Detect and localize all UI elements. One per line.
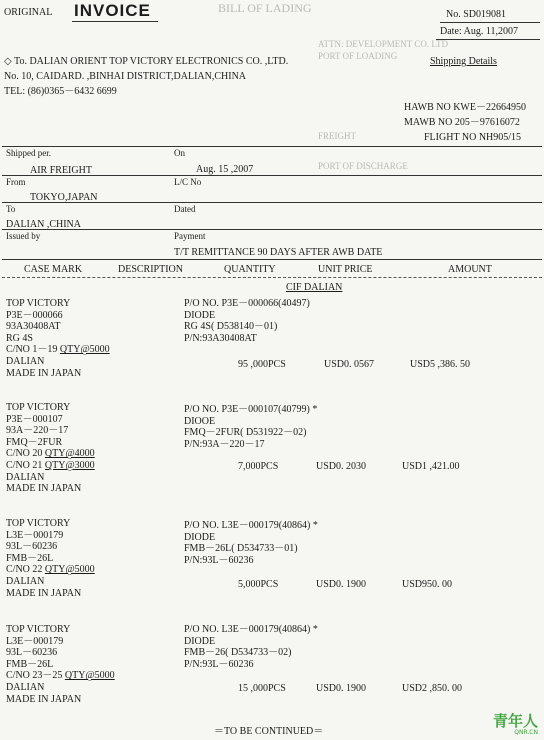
hawb-number: HAWB NO KWE－22664950 [404, 102, 526, 113]
invoice-title: INVOICE [74, 1, 151, 20]
site-watermark [493, 714, 538, 736]
rule-line [2, 202, 542, 203]
mawb-number: MAWB NO 205－97616072 [404, 117, 520, 128]
invoice-date: Date: Aug. 11,2007 [440, 26, 518, 37]
on-date-value: Aug. 15 ,2007 [196, 164, 254, 175]
carton-range-line [6, 564, 95, 576]
item-unit-price: USD0. 2030 [316, 461, 367, 472]
carton-number: C/NO 20 [6, 448, 43, 460]
case-mark-line: TOP VICTORY [6, 298, 71, 309]
case-mark-line: MADE IN JAPAN [6, 693, 82, 705]
continued-note: ＝TO BE CONTINUED＝ [214, 726, 324, 737]
case-mark-line: FMQ－2FUR [6, 436, 63, 448]
case-mark-line: P3E－000066 [6, 309, 63, 321]
case-mark-block [6, 518, 95, 599]
description-line: RG 4S( D538140－01) [184, 321, 278, 333]
dashed-rule [2, 277, 542, 278]
description-line: FMQ－2FUR( D531922－02) [184, 427, 307, 439]
flight-number: FLIGHT NO NH905/15 [424, 132, 522, 143]
bleed-through-text: ATTN: DEVELOPMENT CO. LTD [318, 39, 448, 49]
rule-line [2, 229, 542, 230]
case-mark-line: 93A30408AT [6, 321, 61, 333]
carton-quantity: QTY@5000 [64, 670, 115, 682]
bleed-through-text: PORT OF DISCHARGE [318, 161, 408, 171]
carton-quantity: QTY@4000 [44, 448, 95, 460]
carton-number: C/NO 23－25 [6, 670, 63, 682]
case-mark-line: FMB－26L [6, 552, 54, 564]
consignee-tel: TEL: (86)0365－6432 6699 [4, 86, 117, 97]
column-header-description: DESCRIPTION [118, 264, 184, 275]
description-line: DIODE [184, 531, 216, 543]
description-line: P/O NO. L3E－000179(40864) * [184, 624, 318, 635]
bleed-through-text: FREIGHT [318, 131, 356, 141]
item-unit-price: USD0. 0567 [324, 359, 375, 370]
case-mark-line: 93L－60236 [6, 647, 58, 659]
payment-value: T/T REMITTANCE 90 DAYS AFTER AWB DATE [174, 247, 383, 258]
case-mark-line: MADE IN JAPAN [6, 587, 82, 599]
item-quantity: 5,000PCS [238, 579, 279, 590]
case-mark-line: DALIAN [6, 355, 45, 367]
bleed-through-text: PORT OF LOADING [318, 51, 398, 61]
description-line: DIODE [184, 309, 216, 321]
case-mark-line: TOP VICTORY [6, 518, 71, 529]
column-header-amount: AMOUNT [448, 264, 492, 275]
carton-number: C/NO 22 [6, 564, 43, 576]
column-header-unit-price: UNIT PRICE [318, 264, 373, 275]
description-line: FMB－26( D534733－02) [184, 647, 292, 659]
case-mark-line: 93A－220－17 [6, 425, 69, 437]
to-label: To [6, 204, 16, 214]
carton-number: C/NO 1－19 [6, 344, 58, 356]
shipped-per-value: AIR FREIGHT [30, 165, 92, 176]
carton-range-line [6, 670, 115, 682]
description-line: DIODE [184, 635, 216, 647]
case-mark-line: TOP VICTORY [6, 624, 71, 635]
on-label: On [174, 148, 185, 158]
carton-range-line [6, 460, 95, 472]
diamond-icon: ◇ [4, 56, 12, 67]
item-amount: USD5 ,386. 50 [410, 359, 471, 370]
carton-number: C/NO 21 [6, 459, 43, 471]
case-mark-line: L3E－000179 [6, 635, 64, 647]
carton-range-line [6, 448, 95, 460]
from-value: TOKYO,JAPAN [30, 192, 98, 203]
payment-label: Payment [174, 231, 206, 241]
item-quantity: 15 ,000PCS [238, 683, 286, 694]
rule-line [2, 146, 542, 147]
case-mark-line: MADE IN JAPAN [6, 483, 82, 495]
description-line: P/N:93A30408AT [184, 332, 257, 344]
shipping-details-label: Shipping Details [430, 56, 497, 67]
consignee-address: No. 10, CAIDARD. ,BINHAI DISTRICT,DALIAN,CHINA [4, 71, 247, 82]
bleed-through-text: BILL OF LADING [218, 1, 312, 15]
carton-range-line [6, 344, 110, 356]
case-mark-line: RG 4S [6, 332, 33, 344]
carton-quantity: QTY@3000 [44, 459, 95, 471]
number-underline [440, 22, 540, 23]
case-mark-line: 93L－60236 [6, 541, 58, 553]
dated-label: Dated [174, 204, 196, 214]
column-header-quantity: QUANTITY [224, 264, 276, 275]
case-mark-line: DALIAN [6, 681, 45, 693]
case-mark-block [6, 624, 115, 705]
case-mark-line: L3E－000179 [6, 529, 64, 541]
rule-line [2, 175, 542, 176]
item-quantity: 7,000PCS [238, 461, 279, 472]
description-block [184, 624, 318, 670]
description-line: P/O NO. P3E－000107(40799) * [184, 404, 318, 415]
to-value: DALIAN ,CHINA [6, 219, 81, 230]
case-mark-line: FMB－26L [6, 658, 54, 670]
watermark-logo-text: 青年人 [492, 712, 538, 730]
column-header-case-mark: CASE MARK [24, 264, 83, 275]
item-amount: USD950. 00 [402, 579, 453, 590]
item-quantity: 95 ,000PCS [238, 359, 286, 370]
from-label: From [6, 177, 26, 187]
description-line: P/N:93L－60236 [184, 554, 254, 566]
carton-quantity: QTY@5000 [44, 564, 95, 576]
case-mark-line: MADE IN JAPAN [6, 367, 82, 379]
item-amount: USD2 ,850. 00 [402, 683, 463, 694]
description-line: P/N:93L－60236 [184, 658, 254, 670]
description-line: FMB－26L( D534733－01) [184, 543, 298, 555]
title-underline [72, 21, 158, 22]
case-mark-line: P3E－000107 [6, 413, 63, 425]
consignee-to: To. DALIAN ORIENT TOP VICTORY ELECTRONICS CO. ,LTD. [14, 56, 289, 67]
case-mark-block [6, 298, 110, 379]
description-line: P/O NO. P3E－000066(40497) [184, 298, 310, 309]
date-underline [436, 39, 540, 40]
shipped-per-label: Shipped per. [6, 148, 51, 158]
terms-label: CIF DALIAN [286, 282, 343, 293]
case-mark-line: TOP VICTORY [6, 402, 71, 413]
invoice-number: No. SD019081 [446, 9, 507, 20]
issued-by-label: Issued by [6, 231, 41, 241]
description-block [184, 404, 317, 450]
item-unit-price: USD0. 1900 [316, 683, 367, 694]
carton-quantity: QTY@5000 [59, 344, 110, 356]
case-mark-block [6, 402, 95, 495]
case-mark-line: DALIAN [6, 575, 45, 587]
consignee-block [4, 57, 288, 67]
description-line: P/O NO. L3E－000179(40864) * [184, 520, 318, 531]
case-mark-line: DALIAN [6, 471, 45, 483]
description-block [184, 520, 318, 566]
item-unit-price: USD0. 1900 [316, 579, 367, 590]
rule-line [2, 259, 542, 260]
description-block [184, 298, 310, 344]
item-amount: USD1 ,421.00 [402, 461, 460, 472]
description-line: P/N:93A－220－17 [184, 438, 265, 450]
original-label: ORIGINAL [4, 7, 53, 18]
description-line: DIOOE [184, 415, 216, 427]
lc-number-label: L/C No [174, 177, 202, 187]
watermark-url: QNR.CN [514, 729, 538, 736]
